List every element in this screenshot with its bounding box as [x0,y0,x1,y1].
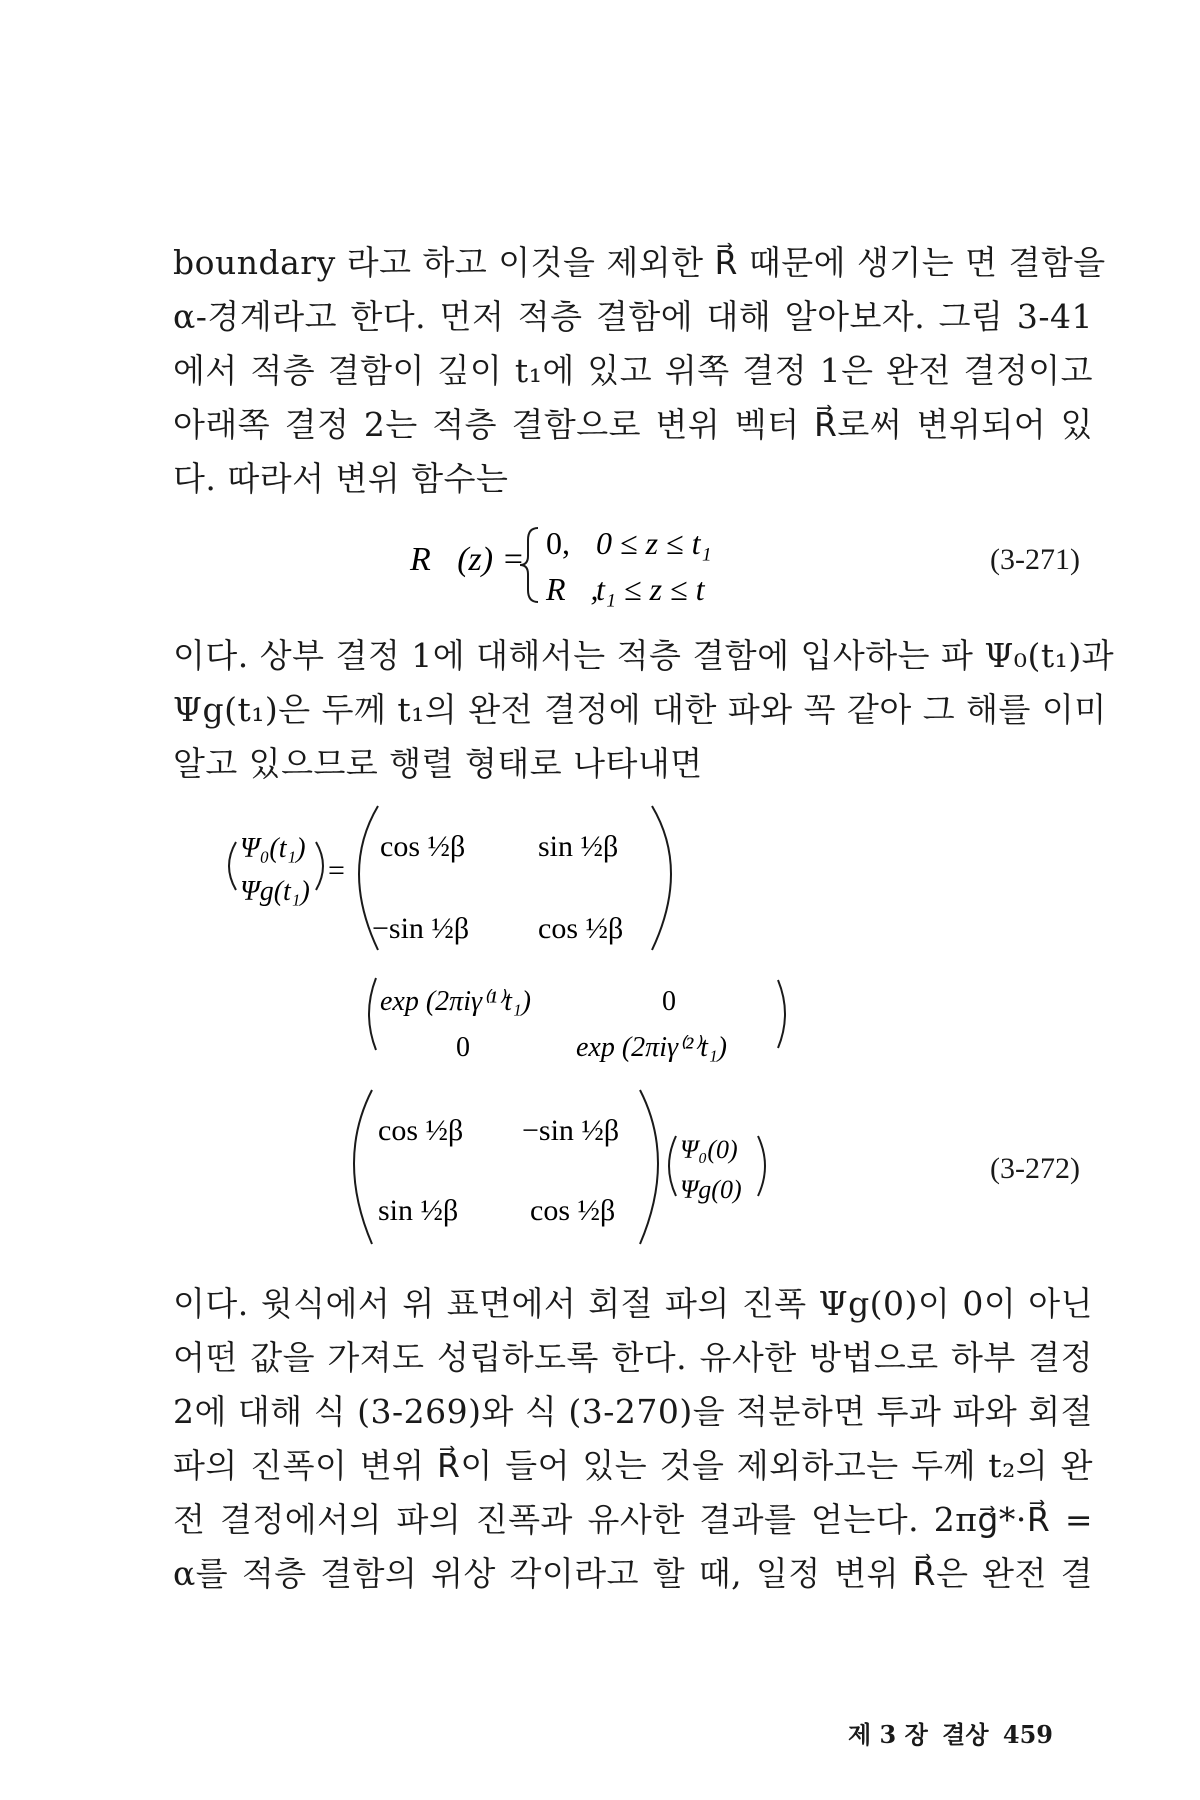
text-line: 전 결정에서의 파의 진폭과 유사한 결과를 얻는다. 2πg⃗*·R⃗ = [173,1500,1093,1539]
text-line: boundary 라고 하고 이것을 제외한 R⃗ 때문에 생기는 면 결함을 [173,243,1106,282]
rhs-psig: Ψg(0) [680,1175,742,1204]
text-line: 아래쪽 결정 2는 적층 결함으로 변위 벡터 R⃗로써 변위되어 있 [173,405,1093,444]
m2-a11: exp (2πiγ⁽¹⁾t₁) [380,986,532,1017]
text-line: 에서 적층 결함이 깊이 t₁에 있고 위쪽 결정 1은 완전 결정이고 [173,351,1093,390]
m1-a22: cos ½β [538,912,624,945]
text-line: 파의 진폭이 변위 R⃗이 들어 있는 것을 제외하고는 두께 t₂의 완 [173,1446,1093,1485]
page-number: 459 [1002,1720,1053,1749]
paren-left [229,842,236,890]
paren-left [669,1136,676,1196]
eq271-case2-condition: t₁ ≤ z ≤ t [596,571,705,607]
text-line: 이다. 상부 결정 1에 대해서는 적층 결함에 입사하는 파 Ψ₀(t₁)과 [173,636,1115,675]
equation-number: (3-272) [990,1152,1080,1185]
eq271-brace [520,528,538,602]
text-line: 어떤 값을 가져도 성립하도록 한다. 유사한 방법으로 하부 결정 [173,1338,1093,1377]
paren-right [758,1136,765,1196]
equals-sign: = [328,854,345,887]
m3-a11: cos ½β [378,1114,464,1147]
paragraph-2 [173,629,1115,791]
chapter-label: 제 3 장 [848,1720,928,1749]
equation-3-272 [0,800,1200,1260]
m3-a12: −sin ½β [522,1114,620,1147]
rhs-psi0: Ψ₀(0) [680,1135,738,1164]
m3-a21: sin ½β [378,1194,459,1227]
text-line: 알고 있으므로 행렬 형태로 나타내면 [173,744,703,783]
paren-left [369,978,376,1050]
text-line: α-경계라고 한다. 먼저 적층 결함에 대해 알아보자. 그림 3-41 [173,297,1093,336]
paren-right [652,806,671,950]
page-footer [848,1715,1059,1750]
m2-a21: 0 [456,1032,470,1063]
text-line: 이다. 윗식에서 위 표면에서 회절 파의 진폭 Ψg(0)이 0이 아닌 [173,1284,1093,1323]
paren-right [316,842,323,890]
equation-3-271 [0,520,1200,610]
m1-a12: sin ½β [538,830,619,863]
m2-a12: 0 [662,986,676,1017]
chapter-title: 결상 [942,1720,989,1749]
text-line: Ψg(t₁)은 두께 t₁의 완전 결정에 대한 파와 꼭 같아 그 해를 이미 [173,690,1107,729]
eq271-lhs: R⃗(z) = [410,541,525,578]
lhs-psig: Ψg(t₁) [240,876,310,907]
text-line: 다. 따라서 변위 함수는 [173,459,509,498]
paren-right [640,1090,658,1244]
paragraph-3 [173,1277,1093,1601]
lhs-psi0: Ψ₀(t₁) [240,833,306,864]
paren-left [354,1090,372,1244]
m1-a11: cos ½β [380,830,466,863]
equation-3-272-svg [0,800,1200,1260]
text-line: α를 적층 결함의 위상 각이라고 할 때, 일정 변위 R⃗은 완전 결 [173,1554,1093,1593]
m3-a22: cos ½β [530,1194,616,1227]
paragraph-1 [173,236,1106,506]
eq271-case1-value: 0, [546,525,570,561]
eq271-case2-value: R⃗, [546,571,599,607]
paren-right [778,980,785,1048]
m2-a22: exp (2πiγ⁽²⁾t₁) [576,1032,728,1063]
eq271-case1-condition: 0 ≤ z ≤ t₁ [596,525,712,561]
equation-number: (3-271) [990,543,1080,576]
text-line: 2에 대해 식 (3-269)와 식 (3-270)을 적분하면 투과 파와 회절 [173,1392,1093,1431]
m1-a21: −sin ½β [372,912,470,945]
